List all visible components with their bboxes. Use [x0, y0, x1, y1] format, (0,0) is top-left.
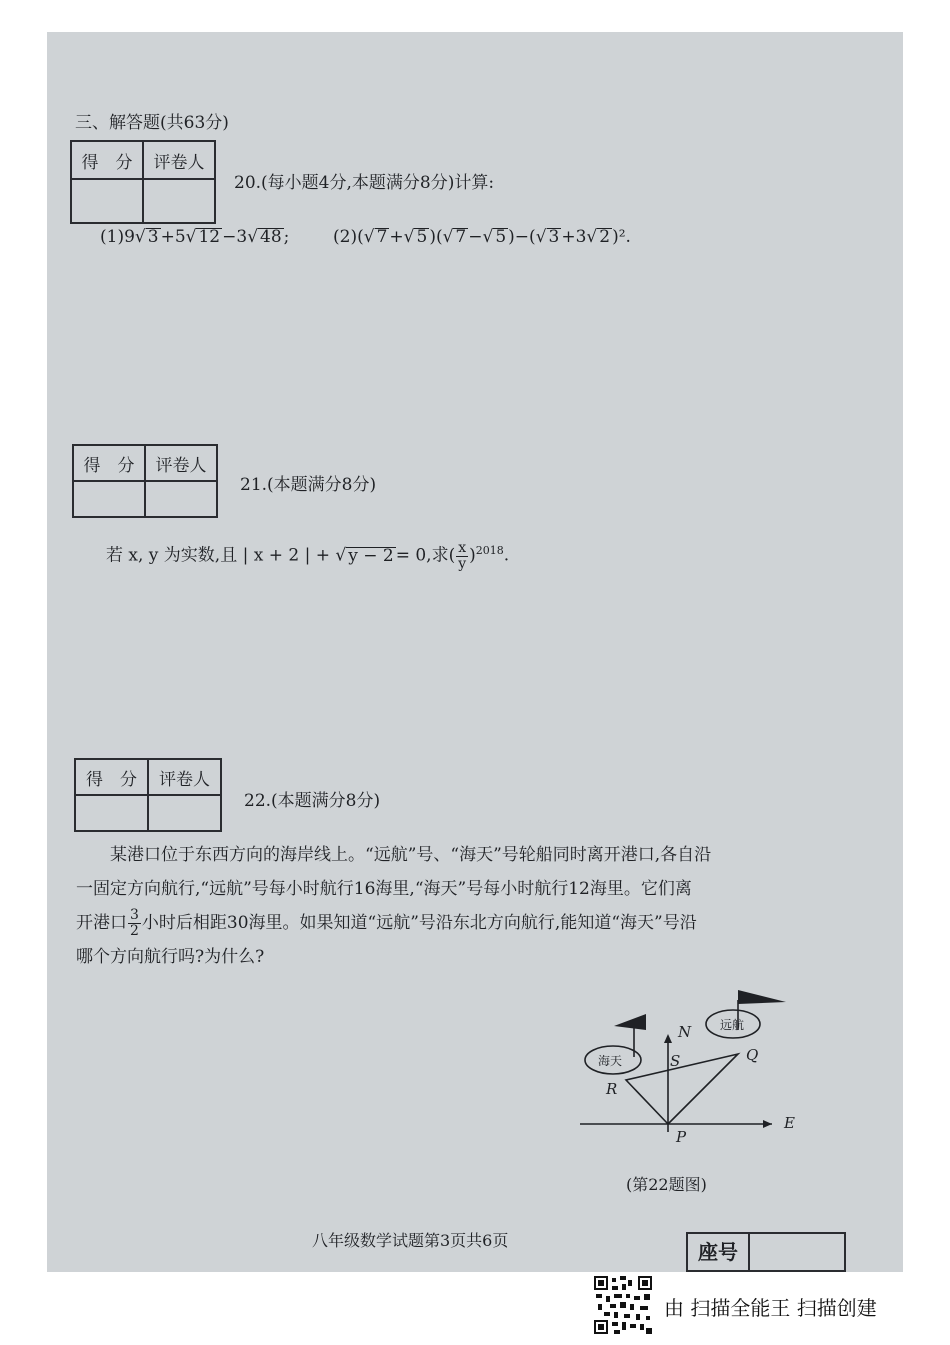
radical-icon: √	[134, 227, 146, 247]
north-arrow-icon	[664, 1034, 672, 1043]
label-r: R	[606, 1080, 618, 1098]
seat-number-box	[686, 1232, 846, 1272]
q21-header: 21.(本题满分8分)	[240, 475, 377, 495]
q22-figure	[576, 982, 808, 1202]
q21-question	[106, 536, 509, 571]
grader-header: 评卷人	[145, 445, 217, 481]
triangle-prq	[626, 1054, 738, 1124]
grader-cell[interactable]	[148, 795, 221, 831]
q20-radicand: 2	[599, 227, 611, 247]
q20-radicand: 3	[147, 227, 159, 247]
score-table-q20	[70, 140, 216, 224]
score-cell[interactable]	[71, 179, 143, 223]
q22-text: 开港口	[76, 913, 127, 933]
q20-term: )(	[429, 227, 443, 247]
score-table-q21	[72, 444, 218, 518]
radical-icon: √	[535, 227, 547, 247]
q22-line2: 一固定方向航行,“远航”号每小时航行16海里,“海天”号每小时航行12海里。它们离	[76, 879, 692, 899]
page-footer: 八年级数学试题第3页共6页	[312, 1231, 509, 1250]
fraction-denominator: y	[458, 555, 467, 572]
q22-text: 小时后相距30海里。如果知道“远航”号沿东北方向航行,能知道“海天”号沿	[141, 913, 697, 933]
q21-text: .	[503, 545, 510, 566]
q20-radicand: 48	[260, 227, 282, 247]
seat-number-field[interactable]	[750, 1234, 844, 1270]
right-flag-icon	[738, 990, 786, 1004]
fraction-numerator: x	[458, 539, 467, 556]
label-q: Q	[746, 1046, 759, 1064]
q21-text: = 0,求(	[395, 545, 456, 566]
q20-term: ;	[283, 227, 290, 247]
flag-label-yuanhang: 远航	[720, 1018, 745, 1032]
q20-radicand: 7	[376, 227, 388, 247]
label-s: S	[670, 1052, 681, 1070]
score-table-q22	[74, 758, 222, 832]
flag-label-haitian: 海天	[598, 1054, 623, 1068]
score-header: 得 分	[75, 759, 148, 795]
east-arrow-icon	[763, 1120, 772, 1128]
radical-icon: √	[247, 227, 259, 247]
grader-header: 评卷人	[148, 759, 221, 795]
qr-code-icon	[594, 1276, 652, 1334]
q20-term: +5	[160, 227, 186, 247]
q22-line1: 某港口位于东西方向的海岸线上。“远航”号、“海天”号轮船同时离开港口,各自沿	[110, 845, 712, 865]
radical-icon: √	[403, 227, 415, 247]
q21-text: 若 x, y 为实数,且 | x + 2 | +	[106, 545, 330, 566]
scanner-watermark: 由 扫描全能王 扫描创建	[664, 1296, 877, 1320]
q20-term: −3	[222, 227, 248, 247]
q21-radicand: y − 2	[348, 545, 394, 566]
fraction-numerator: 3	[130, 907, 139, 924]
q20-term: )².	[612, 227, 631, 247]
q20-term: +3	[561, 227, 587, 247]
q20-term: (2)(	[333, 227, 364, 247]
figure-caption: (第22题图)	[626, 1175, 707, 1194]
q22-question	[76, 838, 816, 974]
q20-radicand: 3	[548, 227, 560, 247]
q20-part1	[100, 227, 289, 247]
grader-cell[interactable]	[145, 481, 217, 517]
radical-icon: √	[482, 227, 494, 247]
q20-header: 20.(每小题4分,本题满分8分)计算:	[234, 173, 495, 193]
label-p: P	[676, 1128, 687, 1146]
q20-term: +	[389, 227, 404, 247]
q20-part1-prefix: (1)9	[100, 227, 135, 247]
q22-header: 22.(本题满分8分)	[244, 791, 381, 811]
q21-exponent: 2018	[475, 544, 504, 557]
radical-icon: √	[335, 545, 347, 566]
score-header: 得 分	[73, 445, 145, 481]
radical-icon: √	[442, 227, 454, 247]
seat-label: 座号	[688, 1234, 750, 1270]
score-cell[interactable]	[75, 795, 148, 831]
q21-fraction	[456, 541, 468, 571]
score-cell[interactable]	[73, 481, 145, 517]
grader-header: 评卷人	[143, 141, 215, 179]
score-header: 得 分	[71, 141, 143, 179]
q22-line4: 哪个方向航行吗?为什么?	[76, 947, 265, 967]
label-n: N	[678, 1023, 692, 1041]
q20-radicand: 7	[455, 227, 467, 247]
fraction-denominator: 2	[130, 923, 139, 939]
grader-cell[interactable]	[143, 179, 215, 223]
q20-radicand: 5	[416, 227, 428, 247]
label-e: E	[784, 1114, 795, 1132]
q20-radicand: 12	[198, 227, 221, 247]
radical-icon: √	[363, 227, 375, 247]
q21-text: )	[469, 545, 476, 566]
q22-line3	[76, 906, 816, 940]
left-flag-icon	[614, 1014, 646, 1030]
radical-icon: √	[586, 227, 598, 247]
section-title: 三、解答题(共63分)	[75, 113, 229, 133]
q20-term: −	[468, 227, 483, 247]
radical-icon: √	[185, 227, 197, 247]
q20-term: )−(	[508, 227, 536, 247]
q22-fraction	[128, 908, 141, 938]
q20-radicand: 5	[495, 227, 507, 247]
q20-part2	[333, 227, 631, 247]
